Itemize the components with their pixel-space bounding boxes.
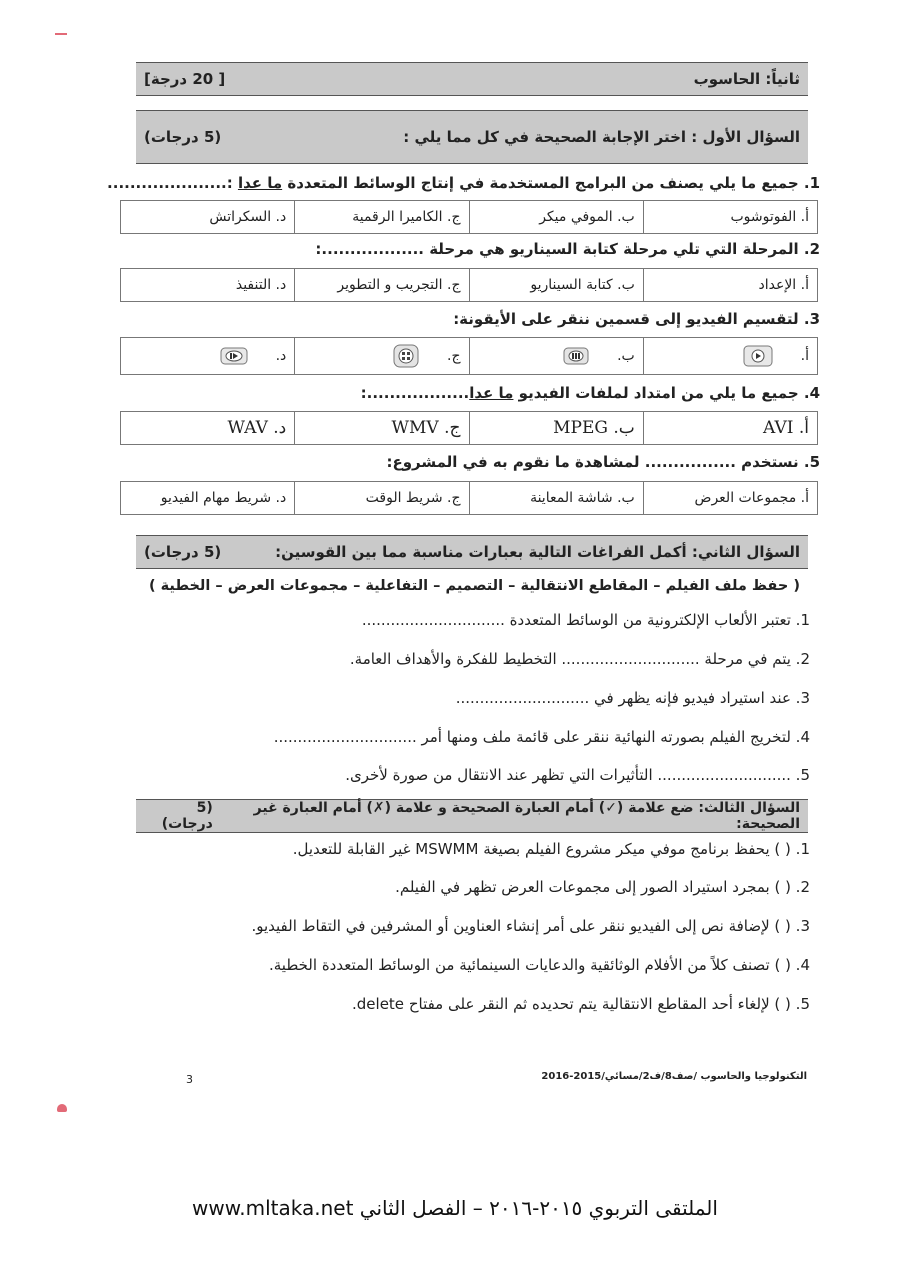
red-mark-top xyxy=(55,33,67,35)
q2-word-bank: ( حفظ ملف الفيلم – المقاطع الانتقالية – التصميم – التفاعلية – مجموعات العرض – الخطية ) xyxy=(148,578,800,594)
q1-item-3-text: 3. لتقسيم الفيديو إلى قسمين ننقر على الأيقونة: xyxy=(453,310,820,328)
q1-item-2-text: 2. المرحلة التي تلي مرحلة كتابة السيناريو هي مرحلة ..................: xyxy=(315,240,820,258)
q1-item-3-options xyxy=(120,337,818,375)
q1-item-2-options xyxy=(120,268,818,302)
q3-header xyxy=(136,799,808,833)
q1-item-1-options xyxy=(120,200,818,234)
q2-header-text: السؤال الثاني: أكمل الفراغات التالية بعبارات مناسبة مما بين القوسين: xyxy=(275,543,800,561)
q1-item-5-options xyxy=(120,481,818,515)
q3-marks: (5 درجات) xyxy=(161,800,213,832)
section-marks: [ 20 درجة] xyxy=(144,70,226,88)
option-a: أ. مجموعات العرض xyxy=(643,482,817,514)
option-a: أ. AVI xyxy=(643,412,817,444)
q1-item-5-text: 5. نستخدم ................ لمشاهدة ما نقوم به في المشروع: xyxy=(386,453,820,471)
q3-item-2: 2. ( ) بمجرد استيراد الصور إلى مجموعات العرض تظهر في الفيلم. xyxy=(395,878,810,896)
option-a: أ. xyxy=(643,338,817,374)
page-number: 3 xyxy=(186,1073,193,1086)
option-a: أ. الإعداد xyxy=(643,269,817,301)
option-d: د. WAV xyxy=(227,418,287,438)
option-c: ج. WMV xyxy=(294,412,468,444)
option-c: ج. الكاميرا الرقمية xyxy=(294,201,468,233)
red-mark-bottom xyxy=(57,1104,67,1112)
q2-item-2: 2. يتم في مرحلة ............................. التخطيط للفكرة والأهداف العامة. xyxy=(349,650,810,668)
q2-marks: (5 درجات) xyxy=(144,543,222,561)
q2-item-4: 4. لتخريج الفيلم بصورته النهائية ننقر على قائمة ملف ومنها أمر .............................. xyxy=(273,728,810,746)
site-credit: الملتقى التربوي ٢٠١٥-٢٠١٦ – الفصل الثاني www.mltaka.net xyxy=(192,1196,718,1220)
q1-marks: (5 درجات) xyxy=(144,128,222,146)
q1-item-1-text: 1. جميع ما يلي يصنف من البرامج المستخدمة في إنتاج الوسائط المتعددة ما عدا :..................... xyxy=(107,174,820,192)
q3-item-3: 3. ( ) لإضافة نص إلى الفيديو ننقر على أمر إنشاء العناوين أو المشرفين في التقاط الفيديو. xyxy=(251,917,810,935)
play-icon xyxy=(743,345,773,367)
option-a: أ. الفوتوشوب xyxy=(643,201,817,233)
film-icon xyxy=(393,344,419,368)
course-info: التكنولوجيا والحاسوب /صف8/ف2/مسائي/2015-2016 xyxy=(541,1071,807,1082)
q2-item-3: 3. عند استيراد فيديو فإنه يظهر في ............................ xyxy=(455,689,810,707)
q2-item-1: 1. تعتبر الألعاب الإلكترونية من الوسائط المتعددة .............................. xyxy=(361,611,810,629)
q3-item-5: 5. ( ) لإلغاء أحد المقاطع الانتقالية يتم تحديده ثم النقر على مفتاح delete. xyxy=(352,995,810,1013)
q2-header xyxy=(136,535,808,569)
q1-item-4-text: 4. جميع ما يلي من امتداد لملفات الفيديو ما عدا..................: xyxy=(360,384,820,402)
section-title: ثانياً: الحاسوب xyxy=(693,70,800,88)
q1-header-text: السؤال الأول : اختر الإجابة الصحيحة في كل مما يلي : xyxy=(403,128,800,146)
option-c: ج. التجريب و التطوير xyxy=(294,269,468,301)
option-c: ج. xyxy=(294,338,468,374)
option-d: د. شريط مهام الفيديو xyxy=(160,490,287,506)
section-banner xyxy=(136,62,808,96)
option-d: د. xyxy=(121,338,294,374)
option-d: د. التنفيذ xyxy=(235,277,287,293)
q3-item-4: 4. ( ) تصنف كلاً من الأفلام الوثائقية والدعايات السينمائية من الوسائط المتعددة الخطية. xyxy=(268,956,810,974)
option-d: د. السكراتش xyxy=(209,209,287,225)
option-b: ب. الموفي ميكر xyxy=(469,201,643,233)
q3-header-text: السؤال الثالث: ضع علامة (✓) أمام العبارة الصحيحة و علامة (✗) أمام العبارة غير الصحيحة: xyxy=(253,800,800,832)
option-c: ج. شريط الوقت xyxy=(294,482,468,514)
q3-item-1: 1. ( ) يحفظ برنامج موفي ميكر مشروع الفيلم بصيغة MSWMM غير القابلة للتعديل. xyxy=(292,840,810,858)
option-b: ب. MPEG xyxy=(469,412,643,444)
split-icon xyxy=(220,347,248,365)
pause-icon xyxy=(563,347,589,365)
option-b: ب. كتابة السيناريو xyxy=(469,269,643,301)
option-b: ب. xyxy=(469,338,643,374)
option-b: ب. شاشة المعاينة xyxy=(469,482,643,514)
q1-item-4-options xyxy=(120,411,818,445)
q2-item-5: 5. ............................ التأثيرات التي تظهر عند الانتقال من صورة لأخرى. xyxy=(345,766,810,784)
q1-header xyxy=(136,110,808,164)
